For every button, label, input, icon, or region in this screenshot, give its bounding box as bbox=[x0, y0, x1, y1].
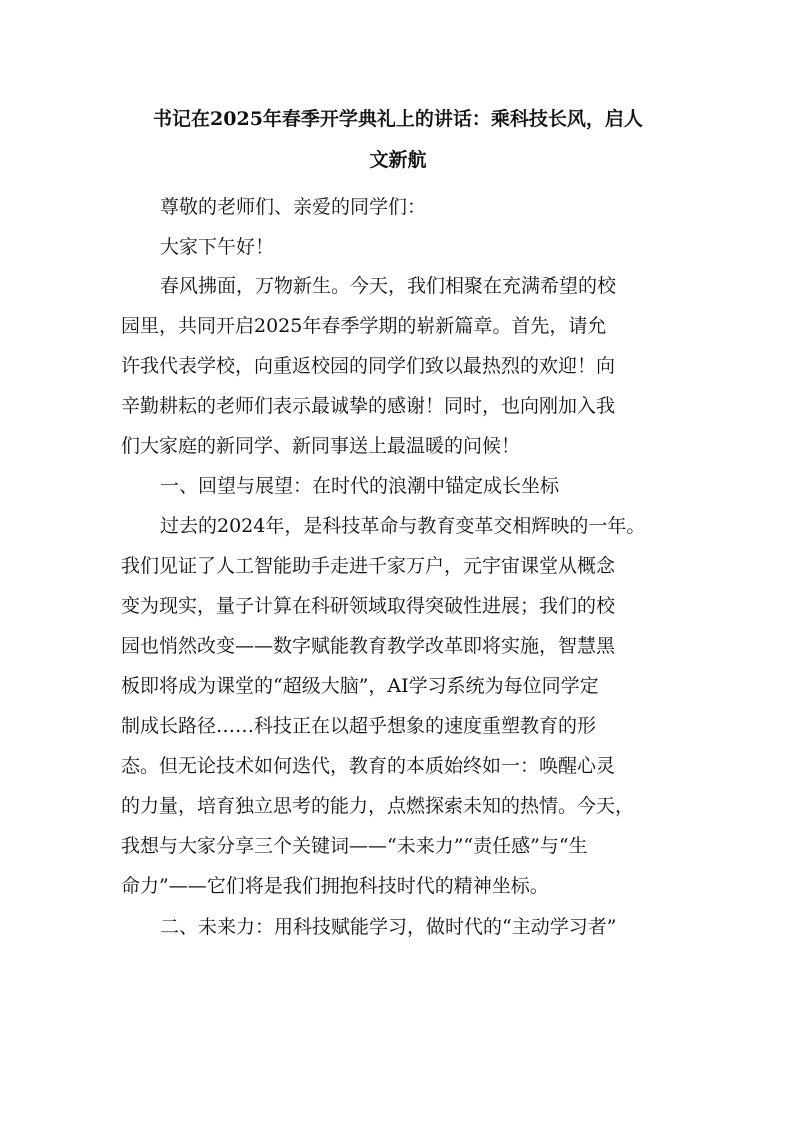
document-title-line-1: 书记在2025年春季开学典礼上的讲话：乘科技长风，启人 bbox=[153, 108, 643, 130]
paragraph-2-line-5: 板即将成为课堂的“超级大脑”，AI学习系统为每位同学定 bbox=[121, 675, 599, 697]
paragraph-2-line-6: 制成长路径……科技正在以超乎想象的速度重塑教育的形 bbox=[121, 715, 597, 737]
paragraph-2-line-3: 变为现实，量子计算在科研领域取得突破性进展；我们的校 bbox=[121, 595, 616, 617]
section-heading-1: 一、回望与展望：在时代的浪潮中锚定成长坐标 bbox=[160, 475, 560, 497]
paragraph-2-line-9: 我想与大家分享三个关键词——“未来力”“责任感”与“生 bbox=[121, 835, 588, 857]
salutation: 尊敬的老师们、亲爱的同学们： bbox=[160, 196, 427, 218]
paragraph-2-line-8: 的力量，培育独立思考的能力，点燃探索未知的热情。今天， bbox=[121, 795, 635, 817]
paragraph-1-line-4: 辛勤耕耘的老师们表示最诚挚的感谢！同时，也向刚加入我 bbox=[121, 395, 616, 417]
paragraph-2-line-2: 我们见证了人工智能助手走进千家万户，元宇宙课堂从概念 bbox=[121, 555, 616, 577]
paragraph-1-line-5: 们大家庭的新同学、新同事送上最温暖的问候！ bbox=[121, 435, 521, 457]
paragraph-1-line-2: 园里，共同开启2025年春季学期的崭新篇章。首先，请允 bbox=[121, 315, 607, 337]
paragraph-2-line-1: 过去的2024年，是科技革命与教育变革交相辉映的一年。 bbox=[160, 515, 646, 537]
section-heading-2: 二、未来力：用科技赋能学习，做时代的“主动学习者” bbox=[160, 916, 617, 938]
paragraph-1-line-1: 春风拂面，万物新生。今天，我们相聚在充满希望的校 bbox=[160, 275, 617, 297]
document-title-line-2: 文新航 bbox=[369, 149, 427, 171]
greeting: 大家下午好！ bbox=[160, 236, 275, 258]
paragraph-2-line-10: 命力”——它们将是我们拥抱科技时代的精神坐标。 bbox=[121, 875, 549, 897]
paragraph-2-line-4: 园也悄然改变——数字赋能教育教学改革即将实施，智慧黑 bbox=[121, 635, 616, 657]
paragraph-2-line-7: 态。但无论技术如何迭代，教育的本质始终如一：唤醒心灵 bbox=[121, 755, 616, 777]
paragraph-1-line-3: 许我代表学校，向重返校园的同学们致以最热烈的欢迎！向 bbox=[121, 355, 616, 377]
